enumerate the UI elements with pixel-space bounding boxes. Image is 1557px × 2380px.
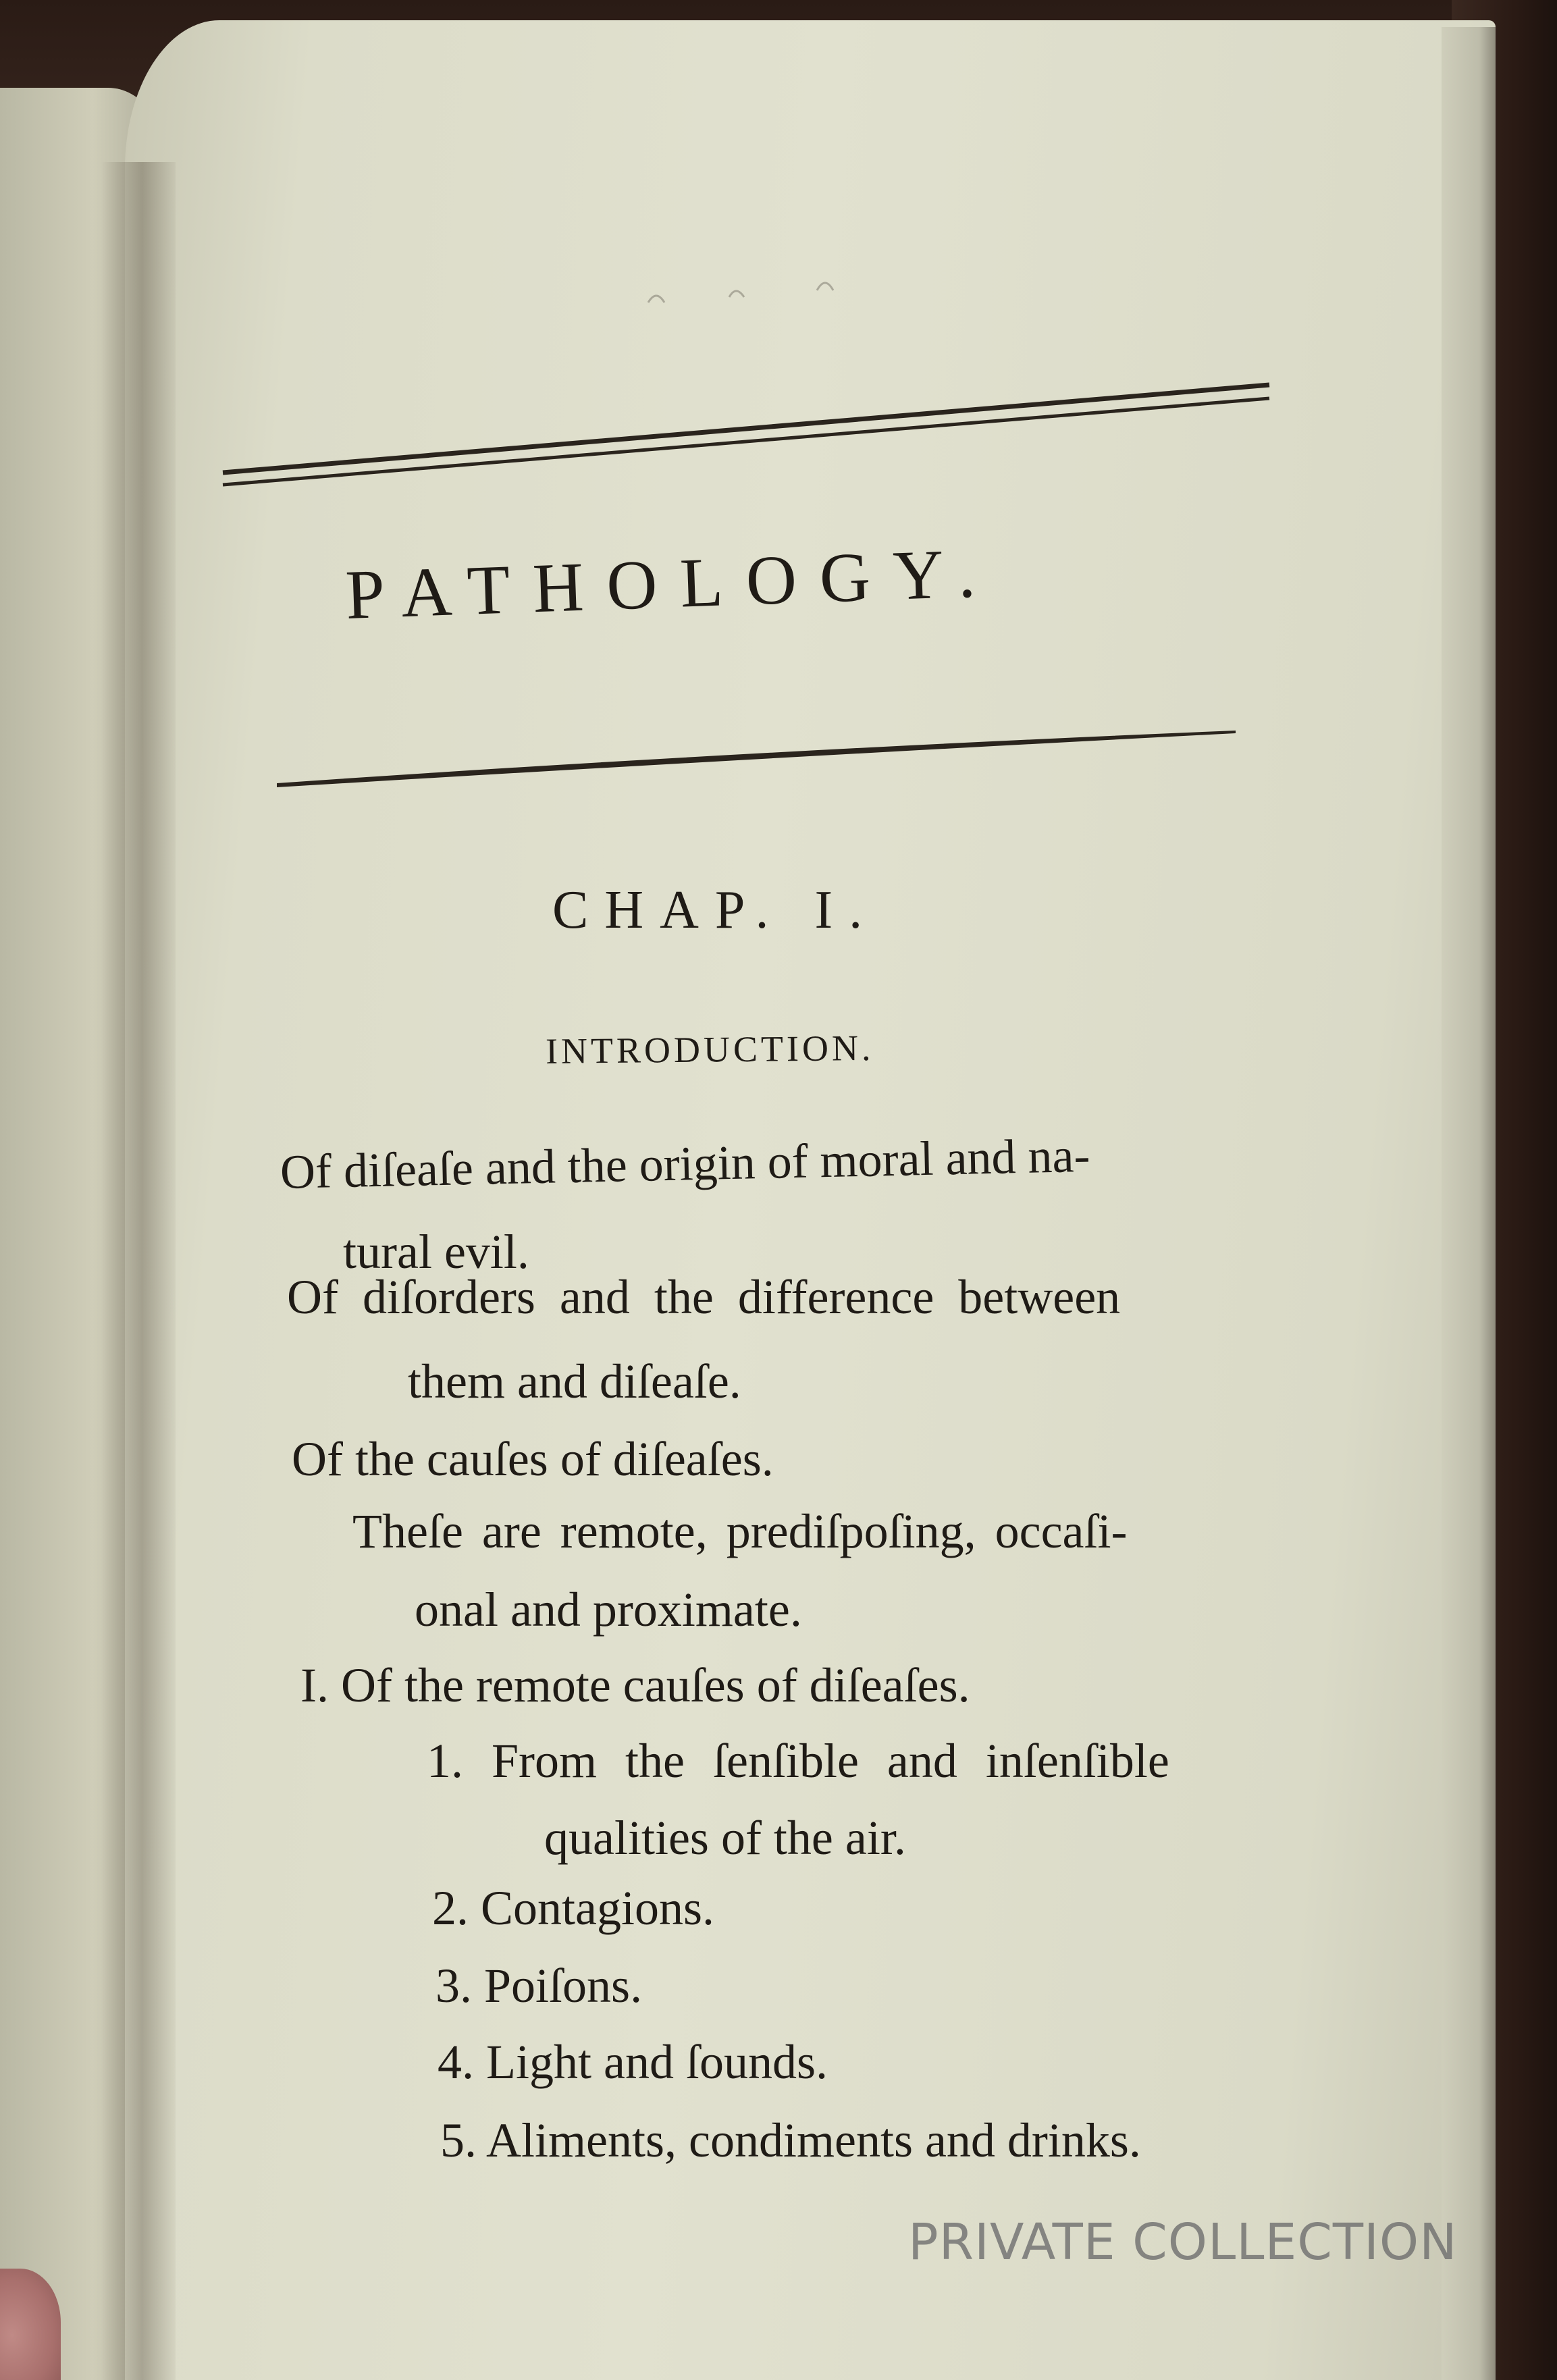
page-title: PATHOLOGY. bbox=[344, 533, 1000, 634]
text-line: 1. From the ſenſible and inſenſible bbox=[427, 1734, 1169, 1788]
middle-tapered-rule bbox=[277, 731, 1236, 787]
watermark: PRIVATE COLLECTION bbox=[908, 2213, 1458, 2271]
text-line: Of the cauſes of diſeaſes. bbox=[292, 1432, 774, 1486]
text-line: Of diſeaſe and the origin of moral and na- bbox=[280, 1128, 1091, 1199]
text-line: I. Of the remote cauſes of diſeaſes. bbox=[300, 1658, 970, 1712]
text-line: Theſe are remote, prediſpoſing, occaſi- bbox=[352, 1504, 1128, 1558]
section-heading: INTRODUCTION. bbox=[545, 1027, 874, 1072]
chapter-heading: CHAP. I. bbox=[552, 880, 879, 940]
text-line: 2. Contagions. bbox=[432, 1881, 715, 1935]
text-line: 4. Light and ſounds. bbox=[438, 2035, 828, 2089]
text-line: them and diſeaſe. bbox=[408, 1354, 741, 1408]
text-line: 5. Aliments, condiments and drinks. bbox=[440, 2113, 1141, 2167]
text-line: tural evil. bbox=[343, 1225, 529, 1279]
top-double-rule-lower bbox=[223, 398, 1269, 485]
text-line: 3. Poiſons. bbox=[436, 1959, 643, 2013]
text-line: Of diſorders and the difference between bbox=[287, 1270, 1121, 1324]
header-running-mark bbox=[648, 283, 833, 302]
top-double-rule-upper bbox=[223, 385, 1269, 473]
text-line: qualities of the air. bbox=[544, 1811, 906, 1865]
text-line: onal and proximate. bbox=[415, 1583, 802, 1637]
